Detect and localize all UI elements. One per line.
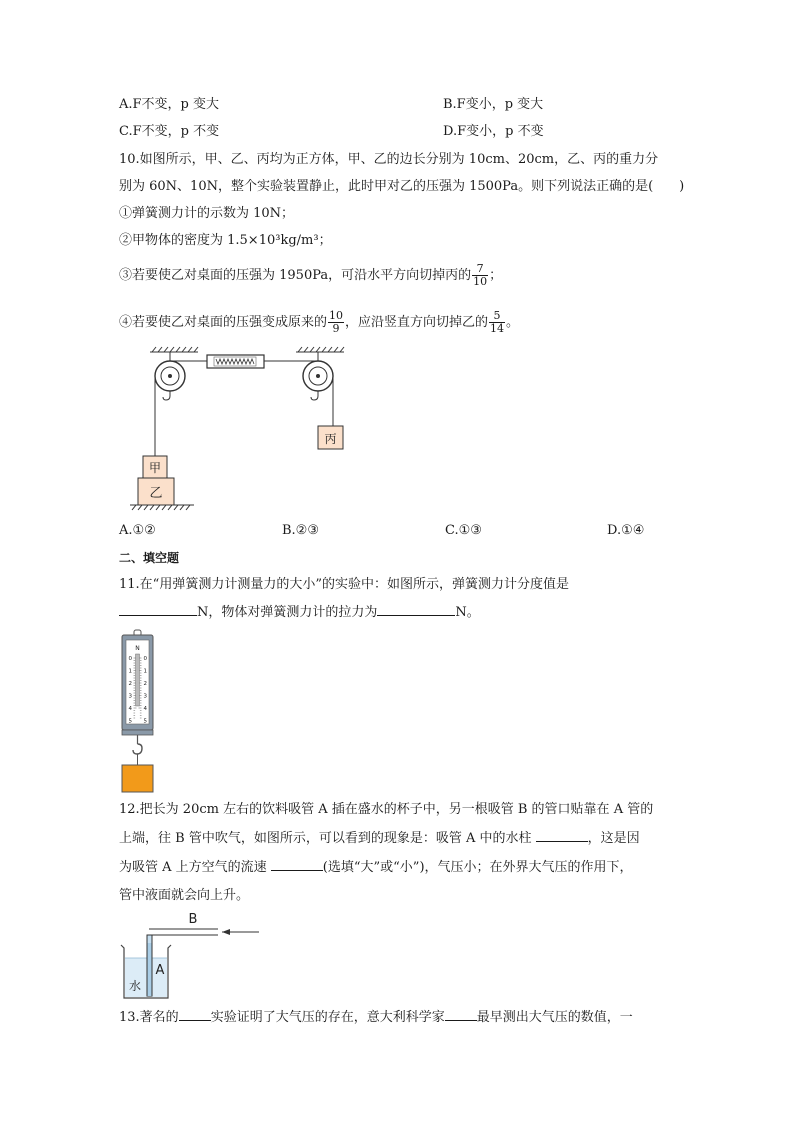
q9-option-d: D.F变小，p 不变 bbox=[443, 124, 544, 139]
block-jia bbox=[143, 456, 167, 478]
q10-pulley-figure bbox=[130, 342, 360, 514]
q10-option-b: B.②③ bbox=[282, 523, 319, 538]
q10-statement-4: ④若要使乙对桌面的压强变成原来的 $\frac{10}{9}$ ，应沿竖直方向切掉乙的 $\frac{5}{14}$ 。 bbox=[119, 309, 520, 335]
q12-blank-air-speed[interactable] bbox=[271, 858, 323, 871]
arrow-head-icon bbox=[222, 929, 230, 935]
q13-blank-experiment[interactable] bbox=[179, 1008, 211, 1021]
q10-option-d: D.①④ bbox=[607, 523, 645, 538]
q10-statement-3: ③若要使乙对桌面的压强为 1950Pa，可沿水平方向切掉丙的 $\frac{7}{10}$ ； bbox=[119, 262, 503, 288]
fraction-10-9: $\frac{10}{9}$ bbox=[329, 309, 344, 335]
label-water: 水 bbox=[128, 979, 142, 993]
scale-tick-label-right-3: 3 bbox=[143, 693, 147, 700]
label-jia: 甲 bbox=[148, 461, 162, 475]
q12-stem-line1: 12.把长为 20cm 左右的饮料吸管 A 插在盛水的杯子中，另一根吸管 B 的管口贴靠在 A 管的 bbox=[119, 802, 654, 817]
q13-blank-scientist[interactable] bbox=[445, 1008, 477, 1021]
q12-stem-line3: 为吸管 A 上方空气的流速 (选填“大”或“小”)，气压小；在外界大气压的作用下， bbox=[119, 860, 633, 875]
q11-spring-scale-figure bbox=[118, 628, 158, 793]
scale-tick-label-left-1: 1 bbox=[128, 668, 132, 675]
block-yi bbox=[138, 478, 174, 505]
scale-tick-label-left-0: 0 bbox=[128, 656, 132, 662]
scale-tick-label-left-4: 4 bbox=[128, 706, 132, 712]
q10-s4-text: ④若要使乙对桌面的压强变成原来的 bbox=[119, 315, 328, 330]
q10-stem-line2: 别为 60N、10N，整个实验装置静止，此时甲对乙的压强为 1500Pa。则下列说法正确的是( ) bbox=[119, 179, 685, 194]
scale-tick-label-right-0: 0 bbox=[143, 656, 147, 662]
q12-blank-water-column[interactable] bbox=[536, 829, 588, 842]
q12-stem-line2: 上端，往 B 管中吹气，如图所示，可以看到的现象是：吸管 A 中的水柱 ，这是因 bbox=[119, 831, 640, 846]
ceiling-right bbox=[296, 347, 344, 352]
q10-statement-2: ②甲物体的密度为 1.5×10³kg/m³； bbox=[119, 233, 332, 248]
q9-option-b: B.F变小，p 变大 bbox=[443, 97, 544, 112]
fraction-5-14: $\frac{5}{14}$ bbox=[490, 309, 505, 335]
scale-tick-label-right-1: 1 bbox=[143, 668, 147, 675]
weight-block bbox=[122, 765, 153, 792]
q11-blank-force[interactable] bbox=[377, 603, 455, 616]
q11-stem-line1: 11.在“用弹簧测力计测量力的大小”的实验中：如图所示，弹簧测力计分度值是 bbox=[119, 577, 569, 592]
scale-unit-label: N bbox=[135, 645, 140, 652]
label-b: B bbox=[188, 912, 198, 927]
left-pulley bbox=[155, 361, 185, 400]
q9-option-a: A.F不变，p 变大 bbox=[119, 97, 219, 112]
scale-tick-label-left-5: 5 bbox=[128, 718, 132, 725]
scale-tick-label-left-2: 2 bbox=[128, 681, 132, 687]
q9-option-c: C.F不变，p 不变 bbox=[119, 124, 220, 139]
block-bing bbox=[318, 426, 343, 449]
scale-tick-label-right-4: 4 bbox=[143, 706, 147, 712]
ground bbox=[130, 505, 194, 510]
right-pulley bbox=[303, 361, 333, 400]
q13-stem-line1: 13.著名的 实验证明了大气压的存在，意大利科学家 最早测出大气压的数值，一 bbox=[119, 1010, 633, 1025]
q11-blank-division[interactable] bbox=[119, 603, 197, 616]
scale-tick-label-right-2: 2 bbox=[143, 681, 147, 687]
hook-icon bbox=[133, 744, 142, 754]
q10-statement-1: ①弹簧测力计的示数为 10N； bbox=[119, 206, 295, 221]
scale-tick-label-left-3: 3 bbox=[128, 693, 132, 700]
q10-s3-text: ③若要使乙对桌面的压强为 1950Pa，可沿水平方向切掉丙的 bbox=[119, 268, 472, 283]
q10-stem-line1: 10.如图所示，甲、乙、丙均为正方体，甲、乙的边长分别为 10cm、20cm，乙、丙的重力分 bbox=[119, 152, 659, 167]
fraction-7-10: $\frac{7}{10}$ bbox=[473, 262, 488, 288]
ceiling-left bbox=[150, 347, 198, 352]
q10-option-a: A.①② bbox=[119, 523, 156, 538]
label-bing: 丙 bbox=[324, 432, 337, 446]
q12-straw-figure bbox=[118, 908, 266, 1000]
spring-scale-horizontal bbox=[207, 355, 264, 368]
q10-option-c: C.①③ bbox=[445, 523, 482, 538]
section-title-fill-blank: 二、填空题 bbox=[119, 551, 180, 565]
label-yi: 乙 bbox=[149, 486, 163, 501]
scale-indicator bbox=[136, 654, 140, 706]
q11-stem-line2: N，物体对弹簧测力计的拉力为 N。 bbox=[119, 603, 480, 623]
scale-tick-label-right-5: 5 bbox=[143, 718, 147, 725]
label-a: A bbox=[155, 963, 165, 978]
q12-stem-line4: 管中液面就会向上升。 bbox=[119, 888, 250, 903]
